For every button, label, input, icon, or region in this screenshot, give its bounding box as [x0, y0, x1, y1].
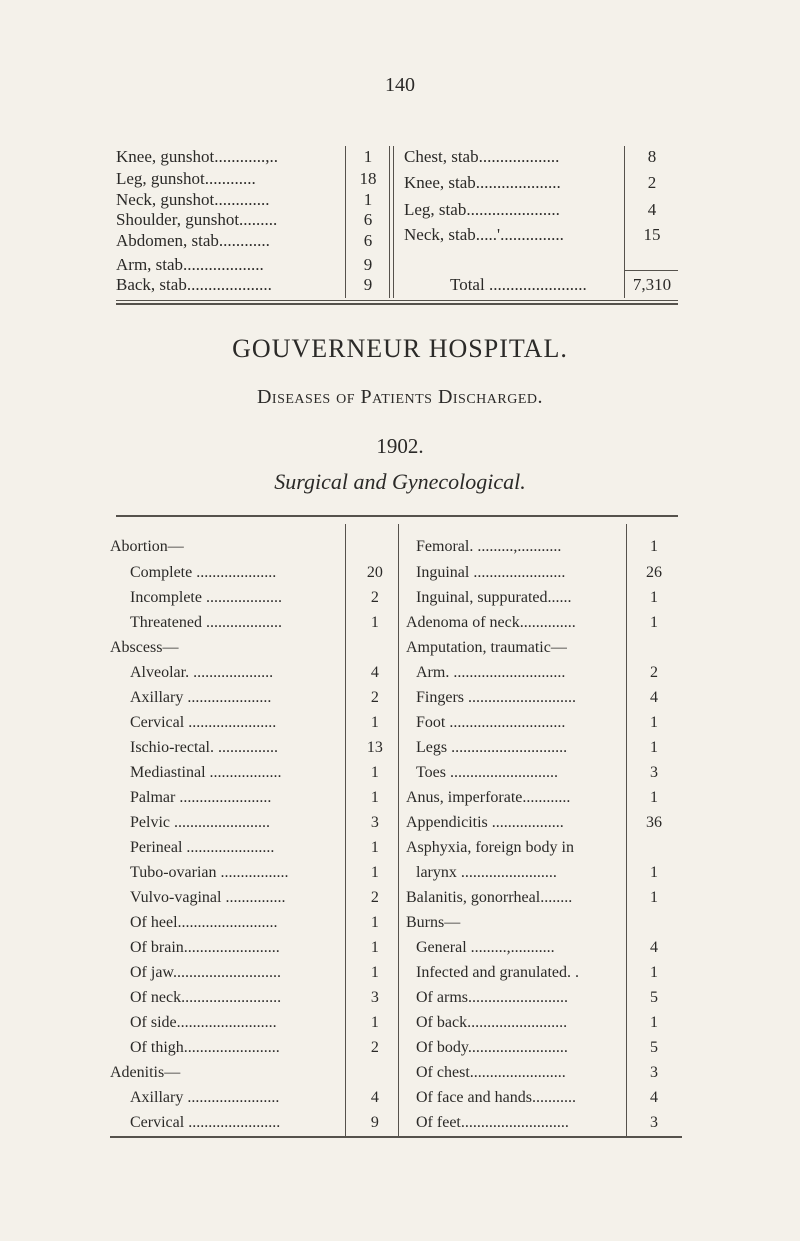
- row-value: 4: [650, 939, 658, 956]
- row-label: Axillary .....................: [130, 689, 272, 706]
- table-row: [400, 1062, 682, 1084]
- row-value: 4: [370, 1089, 379, 1106]
- table-row: [400, 587, 682, 609]
- row-label: Of side.........................: [130, 1014, 277, 1031]
- row-value: 1: [370, 714, 379, 731]
- table-row: [400, 837, 682, 859]
- table-row: [110, 837, 400, 859]
- row-label: Complete ....................: [130, 564, 277, 581]
- row-label: Of back.........................: [416, 1014, 568, 1031]
- row-label: Neck, stab.....'...............: [404, 225, 564, 244]
- row-label: Appendicitis ..................: [406, 814, 564, 831]
- row-value: 4: [370, 664, 379, 681]
- row-label: Fingers ...........................: [416, 689, 576, 706]
- row-value: 4: [647, 200, 657, 219]
- row-value: 2: [370, 689, 379, 706]
- table-row: [110, 687, 400, 709]
- table-row: [400, 1087, 682, 1109]
- row-label: Abscess—: [110, 639, 179, 656]
- row-label: Burns—: [406, 914, 461, 931]
- row-label: Inguinal, suppurated......: [416, 589, 572, 606]
- row-label: Tubo-ovarian .................: [130, 864, 289, 881]
- row-label: Toes ...........................: [416, 764, 558, 781]
- table-row: [110, 862, 400, 884]
- row-value: 1: [370, 964, 379, 981]
- row-label: Vulvo-vaginal ...............: [130, 889, 286, 906]
- row-value: 9: [363, 255, 373, 274]
- row-value: 1: [650, 714, 658, 731]
- table-row: [394, 172, 678, 194]
- table-row: [110, 536, 400, 558]
- row-value: 15: [643, 225, 661, 244]
- row-label: Knee, stab....................: [404, 173, 561, 192]
- row-value: 1: [370, 789, 379, 806]
- row-label: Of feet...........................: [416, 1114, 569, 1131]
- table-row: [110, 1087, 400, 1109]
- row-label: Of brain........................: [130, 939, 280, 956]
- row-value: 1: [650, 589, 658, 606]
- table-row: [116, 146, 392, 168]
- row-value: 13: [366, 739, 383, 756]
- column-rule: [393, 146, 394, 298]
- row-label: Balanitis, gonorrheal........: [406, 889, 573, 906]
- row-value: 6: [363, 210, 373, 229]
- page-number: 140: [385, 74, 415, 96]
- row-value: 5: [650, 1039, 658, 1056]
- row-value: 1: [650, 538, 658, 555]
- table-row: [400, 562, 682, 584]
- row-label: Of chest........................: [416, 1064, 566, 1081]
- row-label: Cervical .......................: [130, 1114, 281, 1131]
- total-label: Total .......................: [450, 275, 587, 294]
- table-row: [400, 687, 682, 709]
- table-row: [110, 712, 400, 734]
- table-row: [394, 146, 678, 168]
- row-value: 1: [650, 964, 658, 981]
- row-label: Chest, stab...................: [404, 147, 560, 166]
- row-value: 3: [650, 764, 658, 781]
- sum-rule: [624, 270, 678, 271]
- table-row: [110, 1037, 400, 1059]
- row-label: Arm. ............................: [416, 664, 566, 681]
- row-value: 3: [650, 1114, 658, 1131]
- row-label: Of neck.........................: [130, 989, 282, 1006]
- row-value: 1: [650, 864, 658, 881]
- row-label: Inguinal .......................: [416, 564, 566, 581]
- table-row: [110, 612, 400, 634]
- row-value: 4: [650, 1089, 658, 1106]
- row-value: 1: [363, 147, 373, 166]
- hospital-title: GOUVERNEUR HOSPITAL.: [232, 334, 568, 363]
- row-value: 6: [363, 231, 373, 250]
- year-heading: 1902.: [376, 434, 424, 458]
- row-label: Abdomen, stab............: [116, 231, 270, 250]
- table-row: [110, 937, 400, 959]
- table-bottom-rule: [116, 303, 678, 305]
- row-value: 3: [650, 1064, 658, 1081]
- row-label: Cervical ......................: [130, 714, 277, 731]
- row-label: Leg, gunshot............: [116, 169, 256, 188]
- table-row: [400, 762, 682, 784]
- table-row: [110, 812, 400, 834]
- row-value: 1: [370, 939, 379, 956]
- table-row: [400, 812, 682, 834]
- table-row: [110, 737, 400, 759]
- row-label: Femoral. .........,...........: [416, 538, 562, 555]
- column-rule: [624, 146, 625, 298]
- table-row: [400, 536, 682, 558]
- table-row: [400, 637, 682, 659]
- row-value: 2: [650, 664, 658, 681]
- table-row: [110, 1062, 400, 1084]
- row-value: 1: [650, 789, 658, 806]
- row-value: 1: [650, 739, 658, 756]
- row-value: 2: [647, 173, 657, 192]
- row-value: 3: [370, 989, 379, 1006]
- table-row: [110, 987, 400, 1009]
- row-value: 1: [650, 889, 658, 906]
- column-rule: [345, 146, 346, 298]
- table-row-total: [394, 274, 678, 296]
- row-label: Asphyxia, foreign body in: [406, 839, 574, 856]
- table-row: [110, 887, 400, 909]
- table-row: [110, 562, 400, 584]
- row-label: Arm, stab...................: [116, 255, 264, 274]
- row-value: 1: [370, 839, 379, 856]
- row-value: 1: [370, 614, 379, 631]
- row-label: Adenoma of neck..............: [406, 614, 576, 631]
- row-value: 1: [363, 190, 373, 209]
- table-row: [400, 1012, 682, 1034]
- table-row: [400, 912, 682, 934]
- row-label: Of body.........................: [416, 1039, 568, 1056]
- table-row: [116, 274, 392, 296]
- row-label: Alveolar. ....................: [130, 664, 274, 681]
- row-value: 1: [370, 864, 379, 881]
- table-row: [110, 637, 400, 659]
- column-rule: [626, 524, 627, 1136]
- table-row: [116, 209, 392, 231]
- row-value: 2: [370, 589, 379, 606]
- table-row: [400, 987, 682, 1009]
- table-row: [110, 662, 400, 684]
- column-rule: [345, 524, 346, 1136]
- column-rule: [398, 524, 399, 1136]
- row-value: 1: [370, 764, 379, 781]
- row-value: 8: [647, 147, 657, 166]
- section-subtitle: Diseases of Patients Discharged.: [256, 386, 544, 408]
- row-label: Mediastinal ..................: [130, 764, 282, 781]
- row-value: 2: [370, 889, 379, 906]
- row-label: Amputation, traumatic—: [406, 639, 567, 656]
- row-label: Incomplete ...................: [130, 589, 282, 606]
- row-value: 1: [370, 914, 379, 931]
- row-label: Pelvic ........................: [130, 814, 270, 831]
- top-table: [116, 146, 678, 294]
- table-row: [400, 887, 682, 909]
- table-row: [400, 737, 682, 759]
- table-row: [110, 1112, 400, 1134]
- table-row: [110, 912, 400, 934]
- row-label: Leg, stab......................: [404, 200, 560, 219]
- table-row: [400, 712, 682, 734]
- table-row: [116, 230, 392, 252]
- row-value: 18: [359, 169, 377, 188]
- row-value: 2: [370, 1039, 379, 1056]
- table-row: [400, 862, 682, 884]
- row-label: Neck, gunshot.............: [116, 190, 270, 209]
- table-row: [400, 787, 682, 809]
- table-row: [116, 254, 392, 276]
- table-row: [394, 199, 678, 221]
- row-label: Infected and granulated. .: [416, 964, 580, 981]
- row-label: Back, stab....................: [116, 275, 272, 294]
- row-label: Anus, imperforate............: [406, 789, 571, 806]
- row-value: [626, 912, 682, 934]
- row-label: Of jaw...........................: [130, 964, 281, 981]
- table-row: [110, 587, 400, 609]
- row-label: Foot .............................: [416, 714, 566, 731]
- row-value: [346, 1062, 400, 1084]
- total-value: 7,310: [632, 275, 672, 294]
- table-row: [400, 1037, 682, 1059]
- row-value: 1: [370, 1014, 379, 1031]
- table-row: [110, 787, 400, 809]
- row-value: [346, 637, 400, 659]
- row-label: Shoulder, gunshot.........: [116, 210, 278, 229]
- row-label: Threatened ...................: [130, 614, 282, 631]
- row-value: [626, 837, 682, 859]
- row-label: Knee, gunshot............,..: [116, 147, 278, 166]
- row-label: larynx ........................: [416, 864, 557, 881]
- table-row: [116, 189, 392, 211]
- row-value: 36: [646, 814, 662, 831]
- table-row: [400, 612, 682, 634]
- row-value: [626, 637, 682, 659]
- row-label: Palmar .......................: [130, 789, 272, 806]
- row-label: Of heel.........................: [130, 914, 278, 931]
- table-row: [400, 1112, 682, 1134]
- row-value: 1: [650, 614, 658, 631]
- category-heading: Surgical and Gynecological.: [274, 469, 526, 494]
- row-value: 26: [646, 564, 662, 581]
- table-row: [116, 168, 392, 190]
- row-label: Adenitis—: [110, 1064, 181, 1081]
- row-label: Ischio-rectal. ...............: [130, 739, 278, 756]
- table-bottom-rule: [116, 300, 678, 301]
- row-value: 9: [370, 1114, 379, 1131]
- diseases-table: [110, 516, 682, 1131]
- table-row: [394, 224, 678, 246]
- table-row: [110, 962, 400, 984]
- row-label: Legs .............................: [416, 739, 568, 756]
- row-value: 5: [650, 989, 658, 1006]
- column-rule: [389, 146, 390, 298]
- row-label: Perineal ......................: [130, 839, 275, 856]
- row-label: General .........,...........: [416, 939, 555, 956]
- table-bottom-rule: [110, 1136, 682, 1138]
- row-label: Axillary .......................: [130, 1089, 280, 1106]
- row-label: Abortion—: [110, 538, 184, 555]
- row-value: 4: [650, 689, 658, 706]
- table-row: [400, 962, 682, 984]
- row-value: 1: [650, 1014, 658, 1031]
- table-row: [110, 1012, 400, 1034]
- row-value: 20: [366, 564, 383, 581]
- table-row: [110, 762, 400, 784]
- row-value: 3: [370, 814, 379, 831]
- row-value: 9: [363, 275, 373, 294]
- row-value: [346, 536, 400, 558]
- row-label: Of face and hands...........: [416, 1089, 576, 1106]
- table-row: [400, 662, 682, 684]
- row-label: Of arms.........................: [416, 989, 568, 1006]
- table-row: [400, 937, 682, 959]
- row-label: Of thigh........................: [130, 1039, 280, 1056]
